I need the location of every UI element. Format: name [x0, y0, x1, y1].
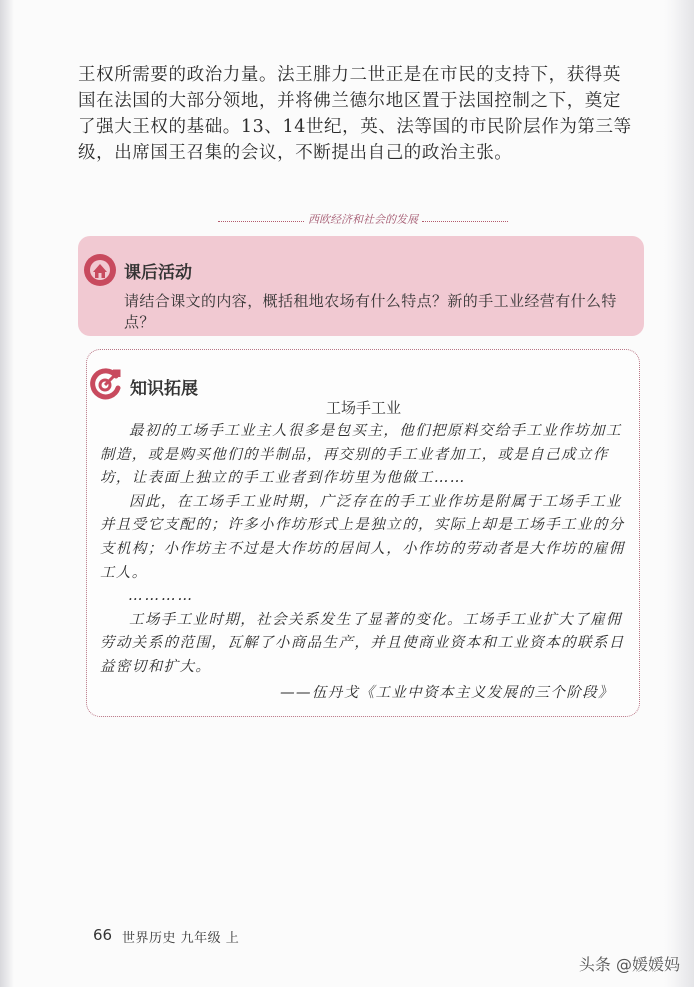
body-paragraph: 王权所需要的政治力量。法王腓力二世正是在市民的支持下，获得英国在法国的大部分领地，并将佛兰德尔地区置于法国控制之下，奠定了强大王权的基础。13、14世纪，英、法等国的市民阶层作为第三等级，出席国王召集的会议，不断提出自己的政治主张。: [78, 65, 632, 163]
excerpt: [100, 420, 630, 705]
activity-house-icon: [82, 252, 118, 288]
excerpt-paragraph: 工场手工业时期，社会关系发生了显著的变化。工场手工业扩大了雇佣劳动关系的范围，瓦解了小商品生产，并且使商业资本和工业资本的联系日益密切和扩大。: [100, 611, 625, 675]
page-number: 66: [93, 926, 113, 944]
page-edge-shadow: [0, 0, 14, 987]
activity-title: 课后活动: [124, 263, 192, 283]
excerpt-paragraph: 最初的工场手工业主人很多是包买主，他们把原料交给手工业作坊加工制造，或是购买他们的半制品，再交别的手工业者加工，或是自己成立作坊，让表面上独立的手工业者到作坊里为他做工……: [100, 423, 622, 487]
activity-prompt: 请结合课文的内容，概括租地农场有什么特点？新的手工业经营有什么特点？: [124, 292, 617, 331]
knowledge-title: 知识拓展: [130, 379, 198, 399]
excerpt-paragraph: 因此，在工场手工业时期，广泛存在的手工业作坊是附属于工场手工业并且受它支配的；许多小作坊形式上是独立的，实际上却是工场手工业的分支机构；小作坊主不过是大作坊的居间人，小作坊的劳动者是大作坊的雇佣工人。: [100, 493, 625, 581]
book-title: 世界历史 九年级 上: [122, 931, 240, 946]
watermark: 头条 @媛媛妈: [578, 955, 680, 974]
knowledge-arrow-icon: [86, 366, 124, 404]
excerpt-source: ——伍丹戈《工业中资本主义发展的三个阶段》: [280, 684, 614, 701]
section-divider-label: 西欧经济和社会的发展: [308, 213, 418, 226]
page-edge-shadow-right: [664, 0, 694, 987]
divider-dots-left: [218, 221, 304, 222]
excerpt-title: 工场手工业: [326, 399, 402, 417]
excerpt-ellipsis: …………: [128, 588, 194, 605]
divider-dots-right: [422, 221, 508, 222]
section-divider: [218, 211, 508, 227]
